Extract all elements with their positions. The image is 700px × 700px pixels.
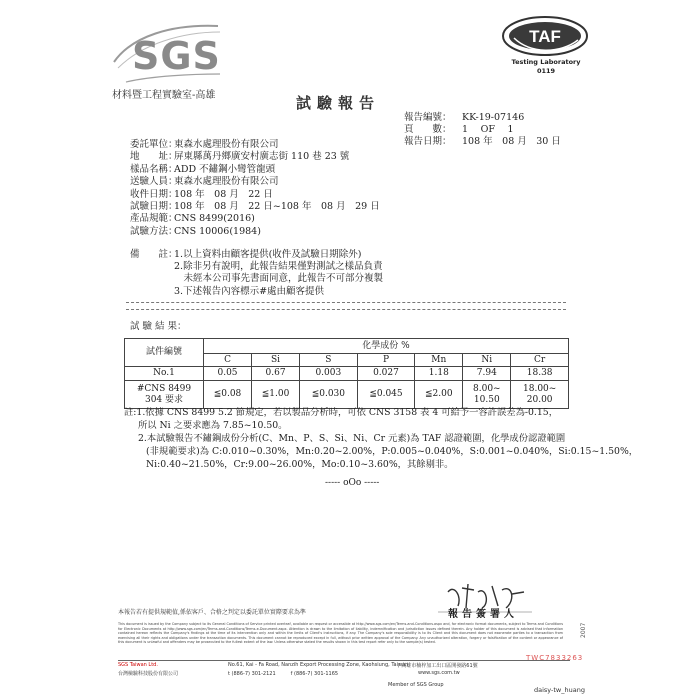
taf-caption-line1: Testing Laboratory — [511, 58, 581, 66]
field-row — [130, 176, 380, 188]
print-year: 2007 — [580, 622, 587, 638]
report-meta — [404, 112, 561, 148]
spec-cell: ≦0.030 — [300, 381, 358, 409]
page-count-label: 頁 數： — [404, 124, 452, 135]
spec-line: 8.00~ — [473, 383, 501, 394]
field-value: 108 年 08 月 22 日~108 年 08 月 29 日 — [174, 201, 380, 213]
note-line: Ni:0.40~21.50%，Cr:9.00~26.00%，Mo:0.10~3.60%，其餘剔非。 — [146, 459, 454, 470]
remark-item: 未經本公司事先書面同意，此報告不可部分複製 — [174, 273, 384, 285]
sgs-logo-text: SGS — [132, 34, 221, 78]
column-header: Cr — [511, 354, 569, 367]
table-cell: 0.05 — [204, 367, 252, 381]
column-header: Ni — [463, 354, 511, 367]
spec-cell — [463, 381, 511, 409]
remark-item: 1.以上資料由顧客提供(收件及試驗日期除外) — [174, 249, 362, 260]
field-row — [130, 139, 380, 151]
page-count-value: 1 OF 1 — [462, 124, 514, 135]
field-label: 地 址： — [130, 151, 178, 163]
note-line: (非規範要求)為 C:0.010~0.30%，Mn:0.20~2.00%，P:0.005~0.040%，S:0.001~0.040%，Si:0.15~1.50%， — [146, 446, 639, 457]
spec-name-line1: #CNS 8499 — [136, 383, 192, 394]
report-meta-row — [404, 124, 561, 136]
issuer-note: 本報告若有提供規範值,係依客戶、合格之判定以委託單位實際要求為準 — [118, 609, 306, 616]
item-header: 試件編號 — [125, 339, 204, 367]
field-value: ADD 不鏽鋼小彎管龍頭 — [174, 163, 276, 175]
field-label: 收件日期： — [130, 188, 178, 200]
field-value: 108 年 08 月 22 日 — [174, 188, 273, 200]
field-label: 委託單位： — [130, 139, 178, 150]
taf-logo-text: TAF — [529, 27, 561, 46]
column-header: Si — [252, 354, 300, 367]
taf-logo-icon — [500, 14, 590, 58]
spec-row — [125, 381, 569, 409]
spec-line: 18.00~ — [523, 383, 557, 394]
spec-name — [125, 381, 204, 409]
spec-cell — [511, 381, 569, 409]
row-name: No.1 — [125, 367, 204, 381]
table-cell: 0.003 — [300, 367, 358, 381]
footer-address-zh: / 高雄市楠梓加工出口區開發路61號 — [398, 663, 478, 669]
remarks-row — [130, 249, 383, 298]
remarks-items — [174, 249, 383, 298]
report-number-label: 報告編號： — [404, 112, 452, 123]
legal-fineprint: This document is issued by the Company subject to its General Conditions of Service printed overleaf, available on request or accessible at http://www.sgs.com/en/Terms-and-Conditions.aspx and, for electronic format documents, subject to Terms and Conditions for Electronic Documents at http://www.sgs.com/en/Terms-and-Conditions/Terms-e-Document.aspx. Attention is drawn to the limitation of liability, indemnification and jurisdiction issues defined therein. Any holder of this document is advised that information contained hereon reflects the Company's findings at the time of its intervention only and within the limits of Client's instructions, if any. The Company's sole responsibility is to its Client and this document does not exonerate parties to a transaction from exercising all their rights and obligations under the transaction documents. This document cannot be reproduced except in full, without prior written approval of the Company. Any unauthorized alteration, forgery or falsification of the content or appearance of this document is unlawful and offenders may be prosecuted to the fullest extent of the law. Unless otherwise stated the results shown in this test report refer only to the sample(s) tested. — [118, 622, 563, 645]
footer-address: No.61, Kai - Fa Road, Nanzih Export Processing Zone, Kaohsiung, Taiwan — [228, 662, 409, 668]
footer-web: www.sgs.com.tw — [418, 670, 460, 676]
taf-caption-line2: 0119 — [536, 67, 556, 75]
field-value: 東森水處理股份有限公司 — [174, 176, 279, 188]
field-label: 產品規範： — [130, 213, 178, 225]
field-row — [130, 213, 380, 225]
page-title: 試驗報告 — [296, 94, 381, 112]
field-value: 東森水處理股份有限公司 — [174, 139, 279, 150]
field-row — [130, 189, 380, 201]
group-header: 化學成份 % — [204, 339, 569, 354]
file-tag: daisy-tw_huang — [534, 686, 585, 694]
table-cell: 0.67 — [252, 367, 300, 381]
end-mark: ----- oOo ----- — [325, 478, 380, 488]
field-label: 試驗日期： — [130, 201, 178, 213]
field-row — [130, 201, 380, 213]
remarks — [130, 249, 383, 298]
footer-tel: t (886-7) 301-2121 f (886-7) 301-1165 — [228, 671, 339, 677]
field-row — [130, 226, 380, 238]
field-value: CNS 10006(1984) — [174, 225, 261, 237]
spec-cell: ≦2.00 — [415, 381, 463, 409]
report-meta-row — [404, 136, 561, 148]
note-line: 註:1.依據 CNS 8499 5.2 節規定，若以製品分析時，可依 CNS 3158 表 4 可給予一容許誤差為-0.15， — [124, 407, 559, 418]
column-header: S — [300, 354, 358, 367]
column-header: C — [204, 354, 252, 367]
remark-item: 2.除非另有說明，此報告結果僅對測試之樣品負責 — [174, 261, 383, 273]
field-label: 樣品名稱： — [130, 163, 178, 175]
table-cell: 7.94 — [463, 367, 511, 381]
signatory-title: 報告簽署人 — [448, 609, 518, 620]
remark-item: 3.下述報告內容標示#處由顧客提供 — [174, 285, 325, 297]
field-row — [130, 164, 380, 176]
report-fields — [130, 139, 380, 238]
report-date-label: 報告日期： — [404, 136, 452, 147]
report-number-value: KK-19-07146 — [462, 112, 525, 123]
footer-company-zh: 台灣檢驗科技股份有限公司 — [118, 671, 179, 677]
section-divider — [126, 302, 566, 310]
field-row — [130, 151, 380, 163]
note-line: 2.本試驗報告不鏽鋼成份分析(C、Mn、P、S、Si、Ni、Cr 元素)為 TAF 認證範圍，化學成份認證範圍 — [138, 433, 566, 444]
field-label: 送驗人員： — [130, 176, 178, 188]
notes — [124, 406, 638, 471]
table-cell: 1.18 — [415, 367, 463, 381]
report-meta-row — [404, 112, 561, 124]
table-header-row — [125, 339, 569, 354]
taf-caption — [498, 58, 594, 76]
footer-divider — [118, 660, 570, 661]
field-label: 試驗方法： — [130, 225, 178, 237]
composition-table — [124, 338, 569, 409]
results-label: 試 驗 結 果： — [130, 321, 187, 332]
field-value: 屏東縣萬丹鄉廣安村廣志街 110 巷 23 號 — [174, 151, 350, 163]
remarks-label: 備 註： — [130, 249, 178, 260]
table-row — [125, 367, 569, 381]
serial-number: TWC7833263 — [526, 654, 584, 662]
column-header: Mn — [415, 354, 463, 367]
footer-member: Member of SGS Group — [388, 682, 444, 688]
spec-line: 10.50 — [473, 394, 500, 405]
table-cell: 0.027 — [357, 367, 415, 381]
field-value: CNS 8499(2016) — [174, 213, 255, 225]
lab-name: 材料暨工程實驗室-高雄 — [112, 90, 216, 101]
spec-cell: ≦1.00 — [252, 381, 300, 409]
spec-cell: ≦0.045 — [357, 381, 415, 409]
column-header: P — [357, 354, 415, 367]
table-cell: 18.38 — [511, 367, 569, 381]
spec-line: 20.00 — [526, 394, 553, 405]
report-date-value: 108 年 08 月 30 日 — [462, 136, 561, 147]
spec-name-line2: 304 要求 — [144, 394, 184, 405]
footer-company: SGS Taiwan Ltd. — [118, 662, 158, 668]
spec-cell: ≦0.08 — [204, 381, 252, 409]
note-line: 所以 Ni 之要求應為 7.85~10.50。 — [138, 420, 288, 431]
